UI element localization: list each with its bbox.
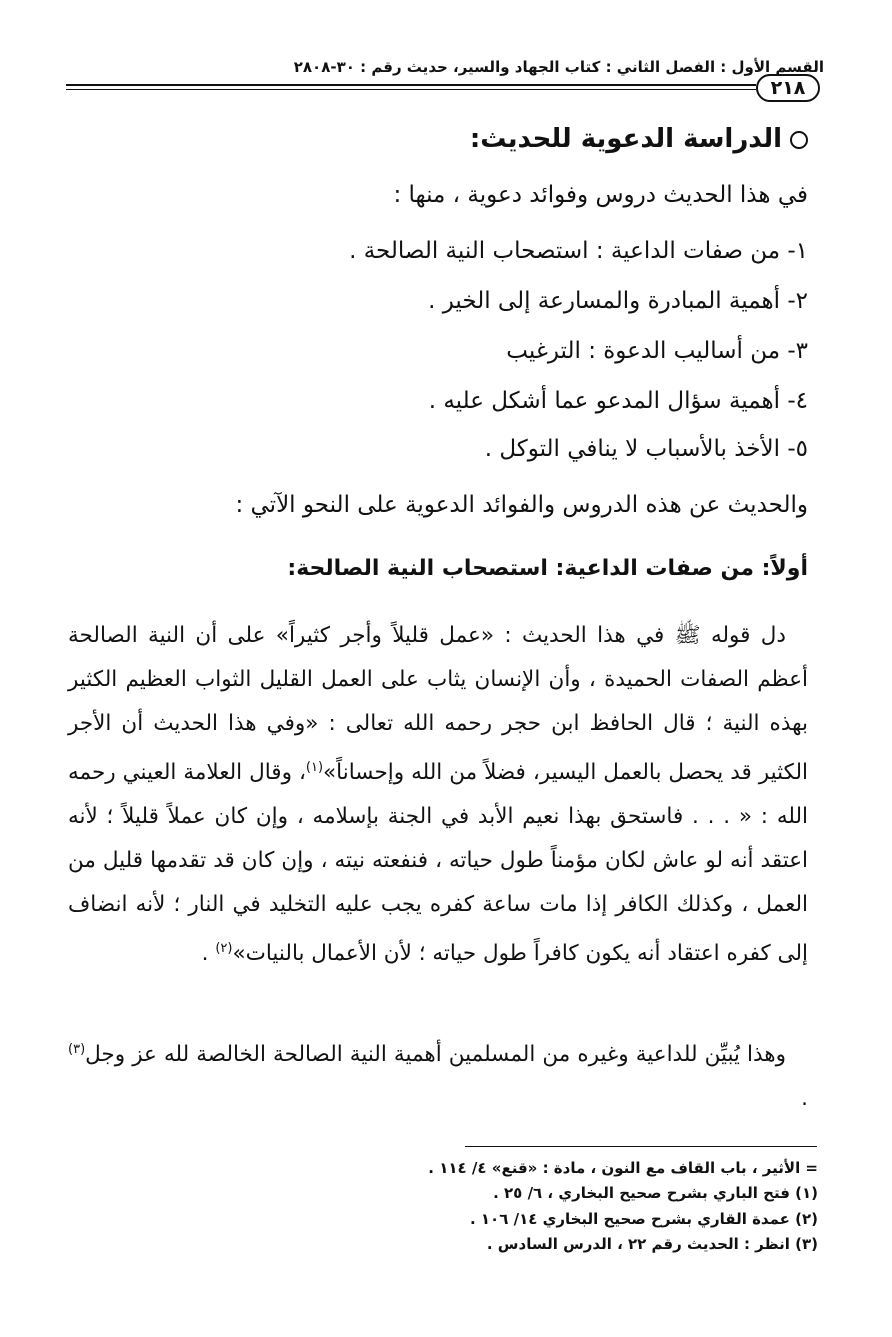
footnote-ref: (٢) bbox=[215, 941, 233, 957]
section-title bbox=[68, 124, 808, 154]
list-item: ٥- الأخذ بالأسباب لا ينافي التوكل . bbox=[484, 436, 808, 462]
footnote-rule bbox=[465, 1146, 817, 1147]
list-item: ٢- أهمية المبادرة والمسارعة إلى الخير . bbox=[428, 288, 808, 314]
footnote-ref: (١) bbox=[305, 760, 324, 775]
footnote-ref: (٣) bbox=[68, 1042, 86, 1057]
footnote: (١) فتح الباري بشرح صحيح البخاري ، ٦/ ٢٥ . bbox=[493, 1184, 818, 1202]
intro-line: في هذا الحديث دروس وفوائد دعوية ، منها : bbox=[393, 182, 808, 208]
paragraph-text: وهذا يُبيِّن للداعية وغيره من المسلمين أهمية النية الصالحة الخالصة لله عز وجل bbox=[85, 1042, 786, 1068]
paragraph-end: . bbox=[801, 1086, 808, 1112]
body-paragraph bbox=[68, 1028, 808, 1121]
paragraph-text: دل قوله ﷺ في هذا الحديث : «عمل قليلاً وأجر كثيراً» على أن النية الصالحة أعظم الصفات الحميدة ، وأن الإنسان يثاب على العمل القليل الثواب العظيم الكثير بهذه النية ؛ قال الحافظ ابن حجر رحمه الله تعالى : «وفي هذا الحديث أن الأجر الكثير قد يحصل بالعمل اليسير، فضلاً من الله وإحساناً» bbox=[68, 623, 808, 786]
footnote: (٣) انظر : الحديث رقم ٢٢ ، الدرس السادس . bbox=[486, 1235, 818, 1253]
section-title-text: الدراسة الدعوية للحديث: bbox=[469, 124, 782, 154]
footnote: = الأثير ، باب القاف مع النون ، مادة : «قنع» ٤/ ١١٤ . bbox=[428, 1159, 818, 1177]
paragraph-text-cont: ، وقال العلامة العيني رحمه الله : « . . . فاستحق بهذا نعيم الأبد في الجنة بإسلامه ، وإن كان عملاً قليلاً ؛ لأنه اعتقد أنه لو عاش لكان مؤمناً طول حياته ، فنفعته نيته ، وإن كان قد تقدمها قليل من العمل ، وكذلك الكافر إذا مات ساعة كفره يجب عليه التخليد في النار ؛ لأنه انضاف إلى كفره اعتقاد أنه يكون كافراً طول حياته ؛ لأن الأعمال بالنيات» bbox=[68, 760, 808, 967]
paragraph-end: . bbox=[201, 941, 216, 967]
list-item: ٤- أهمية سؤال المدعو عما أشكل عليه . bbox=[428, 388, 808, 414]
subheading: أولاً: من صفات الداعية: استصحاب النية الصالحة: bbox=[287, 556, 808, 581]
page-number: ٢١٨ bbox=[756, 74, 820, 102]
header-rule-thin bbox=[66, 89, 756, 90]
header-rule bbox=[66, 84, 756, 86]
list-item: ٣- من أساليب الدعوة : الترغيب bbox=[506, 338, 808, 364]
body-paragraph bbox=[68, 614, 808, 976]
running-header: القسم الأول : الفصل الثاني : كتاب الجهاد والسير، حديث رقم : ٣٠-٢٨٠٨ bbox=[293, 58, 824, 76]
circle-bullet-icon bbox=[790, 131, 808, 149]
closing-line: والحديث عن هذه الدروس والفوائد الدعوية على النحو الآتي : bbox=[235, 492, 808, 518]
list-item: ١- من صفات الداعية : استصحاب النية الصالحة . bbox=[349, 238, 808, 264]
footnote: (٢) عمدة القاري بشرح صحيح البخاري ١٤/ ١٠٦ . bbox=[469, 1210, 818, 1228]
